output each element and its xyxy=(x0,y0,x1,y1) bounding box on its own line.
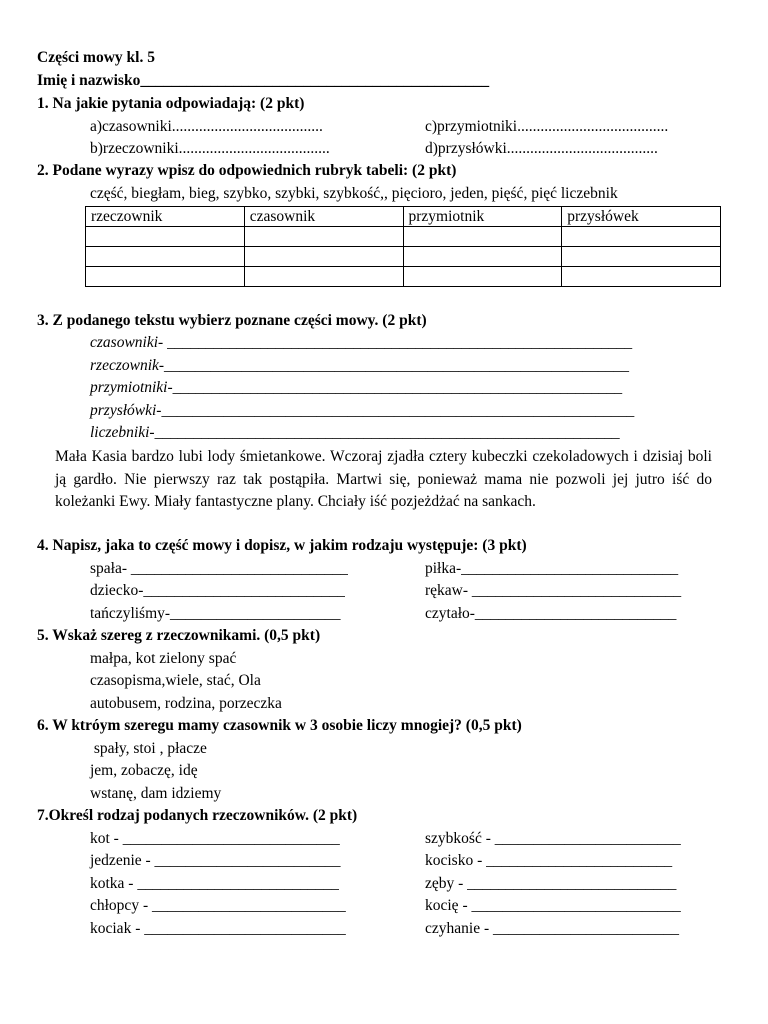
table-header-cell: przymiotnik xyxy=(403,207,562,227)
q7-item[interactable]: kotka - __________________________ xyxy=(90,875,339,892)
q3-heading: 3. Z podanego tekstu wybierz poznane części mowy. (2 pkt) xyxy=(37,312,427,329)
table-cell[interactable] xyxy=(403,247,562,267)
q4-item[interactable]: piłka-____________________________ xyxy=(425,560,679,577)
q7-item[interactable]: kocię - ___________________________ xyxy=(425,897,681,914)
table-header-row xyxy=(86,207,721,227)
table-cell[interactable] xyxy=(86,247,245,267)
q1-item: b)rzeczowniki....................................... xyxy=(90,140,330,157)
table-row xyxy=(86,247,721,267)
q6-heading: 6. W ktróym szeregu mamy czasownik w 3 osobie liczy mnogiej? (0,5 pkt) xyxy=(37,717,522,734)
table-cell[interactable] xyxy=(403,267,562,287)
q5-option[interactable]: małpa, kot zielony spać xyxy=(90,650,237,667)
q7-item[interactable]: zęby - ___________________________ xyxy=(425,875,677,892)
table-cell[interactable] xyxy=(244,267,403,287)
q4-item[interactable]: czytało-__________________________ xyxy=(425,605,677,622)
q7-item[interactable]: kociak - __________________________ xyxy=(90,920,346,937)
q4-item[interactable]: spała- ____________________________ xyxy=(90,560,348,577)
q1-item: c)przymiotniki....................................... xyxy=(425,118,669,135)
table-cell[interactable] xyxy=(562,267,721,287)
q7-item[interactable]: kot - ____________________________ xyxy=(90,830,340,847)
q7-item[interactable]: kocisko - ________________________ xyxy=(425,852,673,869)
q6-option[interactable]: spały, stoi , płacze xyxy=(90,740,207,757)
q3-answer-line xyxy=(90,401,634,421)
q7-item[interactable]: czyhanie - ________________________ xyxy=(425,920,679,937)
table-cell[interactable] xyxy=(562,247,721,267)
table-header-cell: przysłówek xyxy=(562,207,721,227)
q1-item: a)czasowniki....................................... xyxy=(90,118,323,135)
q3-blank[interactable]: _____________________________________________________________ xyxy=(161,402,635,419)
parts-of-speech-table xyxy=(85,206,721,287)
q3-label: przysłówki- xyxy=(90,402,162,419)
q3-blank[interactable]: __________________________________________________________ xyxy=(172,379,623,396)
table-header-cell: czasownik xyxy=(244,207,403,227)
table-cell[interactable] xyxy=(86,227,245,247)
q1-item: d)przysłówki....................................... xyxy=(425,140,658,157)
table-cell[interactable] xyxy=(86,267,245,287)
q7-heading: 7.Określ rodzaj podanych rzeczowników. (2 pkt) xyxy=(37,807,358,824)
q3-label: czasowniki- xyxy=(90,334,164,351)
table-row xyxy=(86,227,721,247)
q6-option[interactable]: wstanę, dam idziemy xyxy=(90,785,222,802)
q6-option[interactable]: jem, zobaczę, idę xyxy=(90,762,198,779)
q3-answer-line xyxy=(90,356,629,376)
q3-blank[interactable]: ____________________________________________________________ xyxy=(163,334,633,351)
q3-blank[interactable]: ____________________________________________________________ xyxy=(164,357,630,374)
table-cell[interactable] xyxy=(244,227,403,247)
q7-item[interactable]: szybkość - ________________________ xyxy=(425,830,681,847)
q3-label: przymiotniki- xyxy=(90,379,173,396)
q7-item[interactable]: jedzenie - ________________________ xyxy=(90,852,341,869)
q5-option[interactable]: czasopisma,wiele, stać, Ola xyxy=(90,672,261,689)
q2-heading: 2. Podane wyrazy wpisz do odpowiednich rubryk tabeli: (2 pkt) xyxy=(37,162,457,179)
q3-text-passage: Mała Kasia bardzo lubi lody śmietankowe. Wczoraj zjadła cztery kubeczki czekoladowych i dzisiaj boli ją gardło. Nie pierwszy raz tak postąpiła. Martwi się, ponieważ mama nie pozwoli jej jutro iść do koleżanki Ewy. Miały fantastyczne plany. Chciały iść pozjeżdżać na sankach. xyxy=(55,448,712,511)
q3-label: liczebniki- xyxy=(90,424,155,441)
q5-option[interactable]: autobusem, rodzina, porzeczka xyxy=(90,695,282,712)
worksheet-title: Części mowy kl. 5 xyxy=(37,49,155,66)
table-cell[interactable] xyxy=(403,227,562,247)
q3-answer-line xyxy=(90,333,632,353)
table-cell[interactable] xyxy=(562,227,721,247)
q7-item[interactable]: chłopcy - _________________________ xyxy=(90,897,346,914)
q5-heading: 5. Wskaż szereg z rzeczownikami. (0,5 pkt) xyxy=(37,627,321,644)
q3-answer-line xyxy=(90,378,622,398)
q4-item[interactable]: dziecko-__________________________ xyxy=(90,582,345,599)
table-header-cell: rzeczownik xyxy=(86,207,245,227)
q3-answer-line xyxy=(90,423,620,443)
table-row xyxy=(86,267,721,287)
name-line: Imię i nazwisko_____________________________________________ xyxy=(37,72,490,89)
table-cell[interactable] xyxy=(244,247,403,267)
q4-item[interactable]: tańczyliśmy-______________________ xyxy=(90,605,341,622)
q3-blank[interactable]: ____________________________________________________________ xyxy=(154,424,620,441)
q1-heading: 1. Na jakie pytania odpowiadają: (2 pkt) xyxy=(37,95,305,112)
q4-heading: 4. Napisz, jaka to część mowy i dopisz, w jakim rodzaju występuje: (3 pkt) xyxy=(37,537,527,554)
q2-words: część, biegłam, bieg, szybko, szybki, szybkość,, pięcioro, jeden, pięść, pięć liczebnik xyxy=(90,185,618,202)
q3-label: rzeczownik- xyxy=(90,357,165,374)
q4-item[interactable]: rękaw- ___________________________ xyxy=(425,582,682,599)
